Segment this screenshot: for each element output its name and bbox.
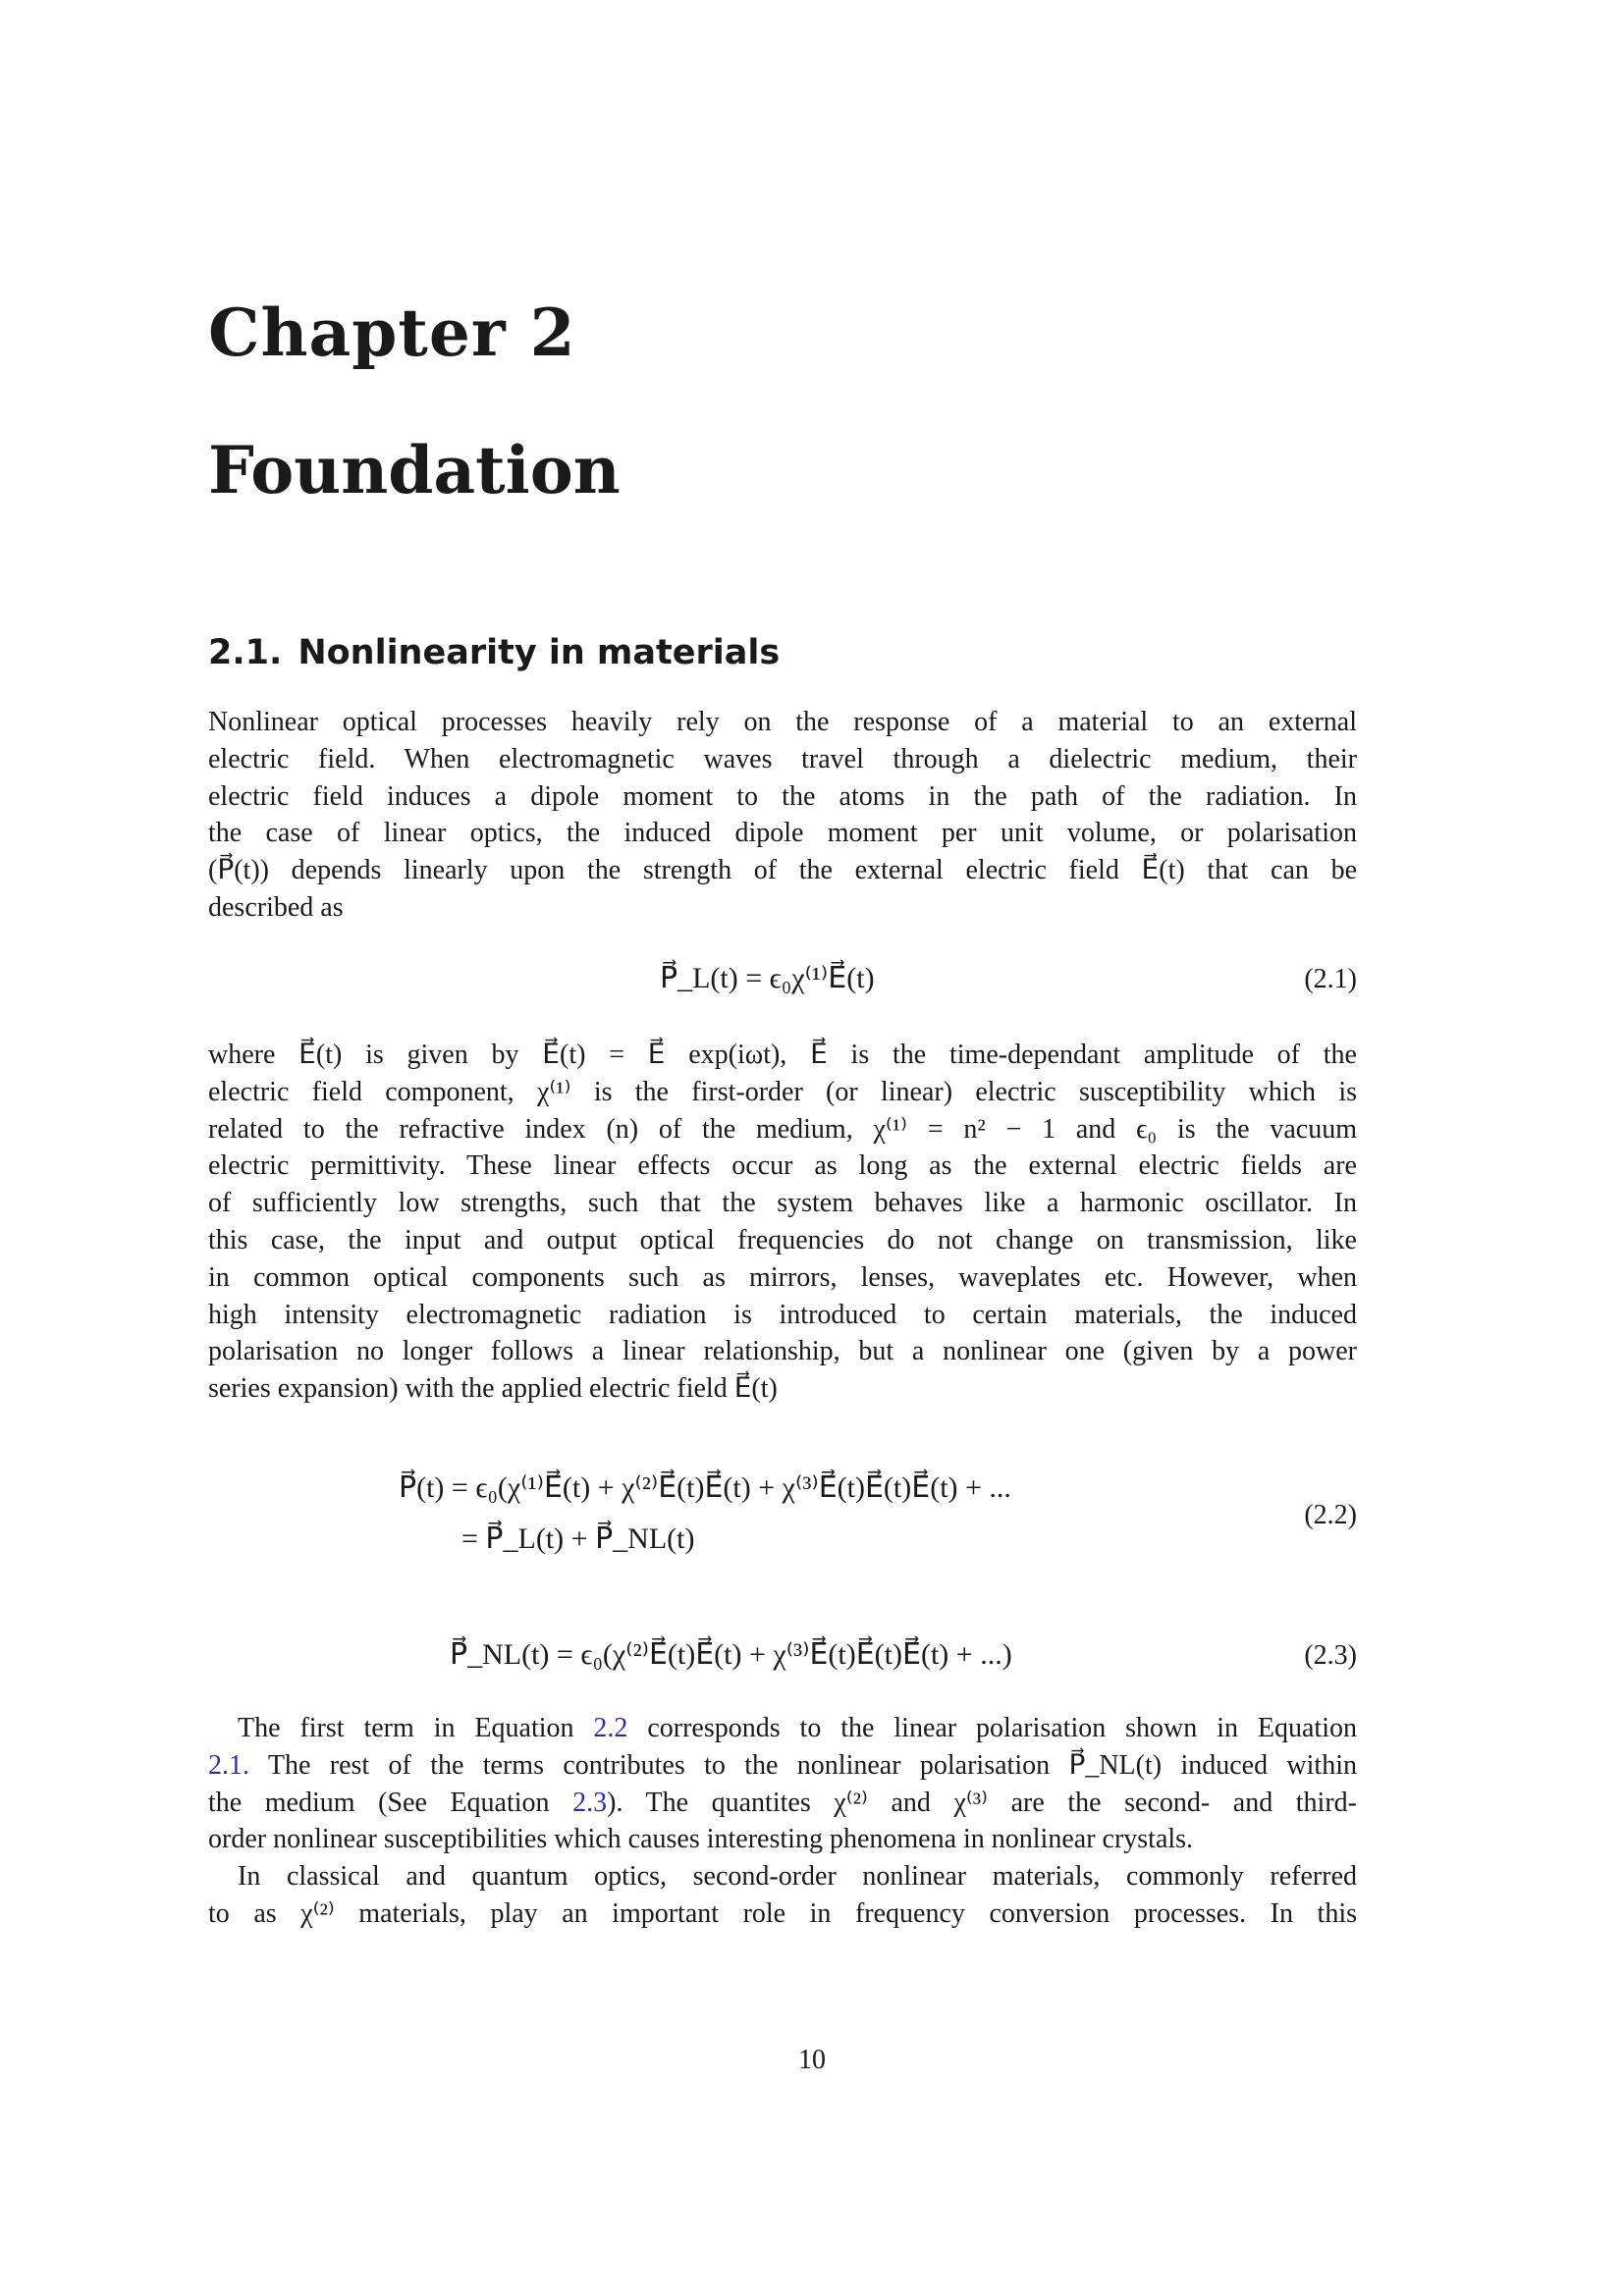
text-line	[208, 1747, 1357, 1785]
text-line: the case of linear optics, the induced dipole moment per unit volume, or polarisation	[208, 818, 1357, 849]
text-fragment: the medium (See Equation	[208, 1787, 573, 1818]
text-line: of sufficiently low strengths, such that the system behaves like a harmonic oscillator. In	[208, 1188, 1357, 1219]
text-line: (P⃗(t)) depends linearly upon the strength of the external electric field E⃗(t) that can be	[208, 855, 1357, 886]
equation-number-2-2: (2.2)	[1304, 1500, 1357, 1530]
page-number: 10	[798, 2045, 826, 2075]
text-line: polarisation no longer follows a linear relationship, but a nonlinear one (given by a power	[208, 1336, 1357, 1367]
text-line: described as	[208, 891, 344, 923]
equation-2-2-line-2: = P⃗_L(t) + P⃗_NL(t)	[461, 1522, 695, 1555]
equation-link-2-1[interactable]: 2.1.	[208, 1749, 249, 1781]
text-line: in common optical components such as mirrors, lenses, waveplates etc. However, when	[208, 1261, 1357, 1293]
chapter-number: Chapter 2	[208, 294, 576, 371]
section-number: 2.1.	[208, 633, 283, 672]
paragraph-nonlinear	[208, 1710, 1357, 1858]
text-line: this case, the input and output optical frequencies do not change on transmission, like	[208, 1224, 1357, 1255]
section-heading	[208, 633, 780, 672]
text-line: where E⃗(t) is given by E⃗(t) = E⃗ exp(iωt), E⃗ is the time-dependant amplitude of the	[208, 1040, 1357, 1070]
chapter-title: Foundation	[208, 432, 621, 508]
equation-link-2-3[interactable]: 2.3	[572, 1787, 608, 1818]
paragraph-linear	[208, 1037, 1357, 1408]
text-line	[208, 1710, 1357, 1747]
equation-link-2-2[interactable]: 2.2	[593, 1713, 628, 1743]
text-line: Nonlinear optical processes heavily rely on the response of a material to an external	[208, 707, 1357, 737]
text-line: series expansion) with the applied electric field E⃗(t)	[208, 1373, 778, 1405]
text-line: electric field. When electromagnetic waves travel through a dielectric medium, their	[208, 743, 1357, 774]
section-title: Nonlinearity in materials	[298, 633, 781, 672]
text-line: high intensity electromagnetic radiation is introduced to certain materials, the induced	[208, 1299, 1357, 1330]
text-line: order nonlinear susceptibilities which causes interesting phenomena in nonlinear crystals.	[208, 1824, 1194, 1855]
paragraph-chi2	[208, 1858, 1357, 1933]
text-fragment: The rest of the terms contributes to the nonlinear polarisation P⃗_NL(t) induced within	[249, 1749, 1357, 1781]
text-fragment: The first term in Equation	[238, 1713, 594, 1743]
equation-number-2-3: (2.3)	[1304, 1640, 1357, 1671]
equation-2-1: P⃗_L(t) = ϵ₀χ⁽¹⁾E⃗(t)	[660, 962, 875, 994]
text-fragment: ). The quantites χ⁽²⁾ and χ⁽³⁾ are the second- and third-	[607, 1787, 1357, 1818]
text-line: electric field induces a dipole moment to the atoms in the path of the radiation. In	[208, 780, 1357, 812]
text-line: In classical and quantum optics, second-order nonlinear materials, commonly referred	[238, 1861, 1357, 1892]
text-line: electric field component, χ⁽¹⁾ is the first-order (or linear) electric susceptibility which is	[208, 1076, 1357, 1107]
equation-number-2-1: (2.1)	[1304, 964, 1357, 994]
paragraph-intro	[208, 704, 1357, 927]
text-fragment: corresponds to the linear polarisation shown in Equation	[627, 1713, 1357, 1743]
equation-2-3: P⃗_NL(t) = ϵ₀(χ⁽²⁾E⃗(t)E⃗(t) + χ⁽³⁾E⃗(t)E⃗(t)E⃗(t) + ...)	[450, 1638, 1012, 1671]
text-line: related to the refractive index (n) of the medium, χ⁽¹⁾ = n² − 1 and ϵ₀ is the vacuum	[208, 1113, 1357, 1145]
text-line	[208, 1785, 1357, 1822]
text-line: electric permittivity. These linear effects occur as long as the external electric fields are	[208, 1150, 1357, 1182]
text-line: to as χ⁽²⁾ materials, play an important role in frequency conversion processes. In this	[208, 1897, 1357, 1929]
equation-2-2-line-1: P⃗(t) = ϵ₀(χ⁽¹⁾E⃗(t) + χ⁽²⁾E⃗(t)E⃗(t) + χ⁽³⁾E⃗(t)E⃗(t)E⃗(t) + ...	[399, 1471, 1011, 1504]
